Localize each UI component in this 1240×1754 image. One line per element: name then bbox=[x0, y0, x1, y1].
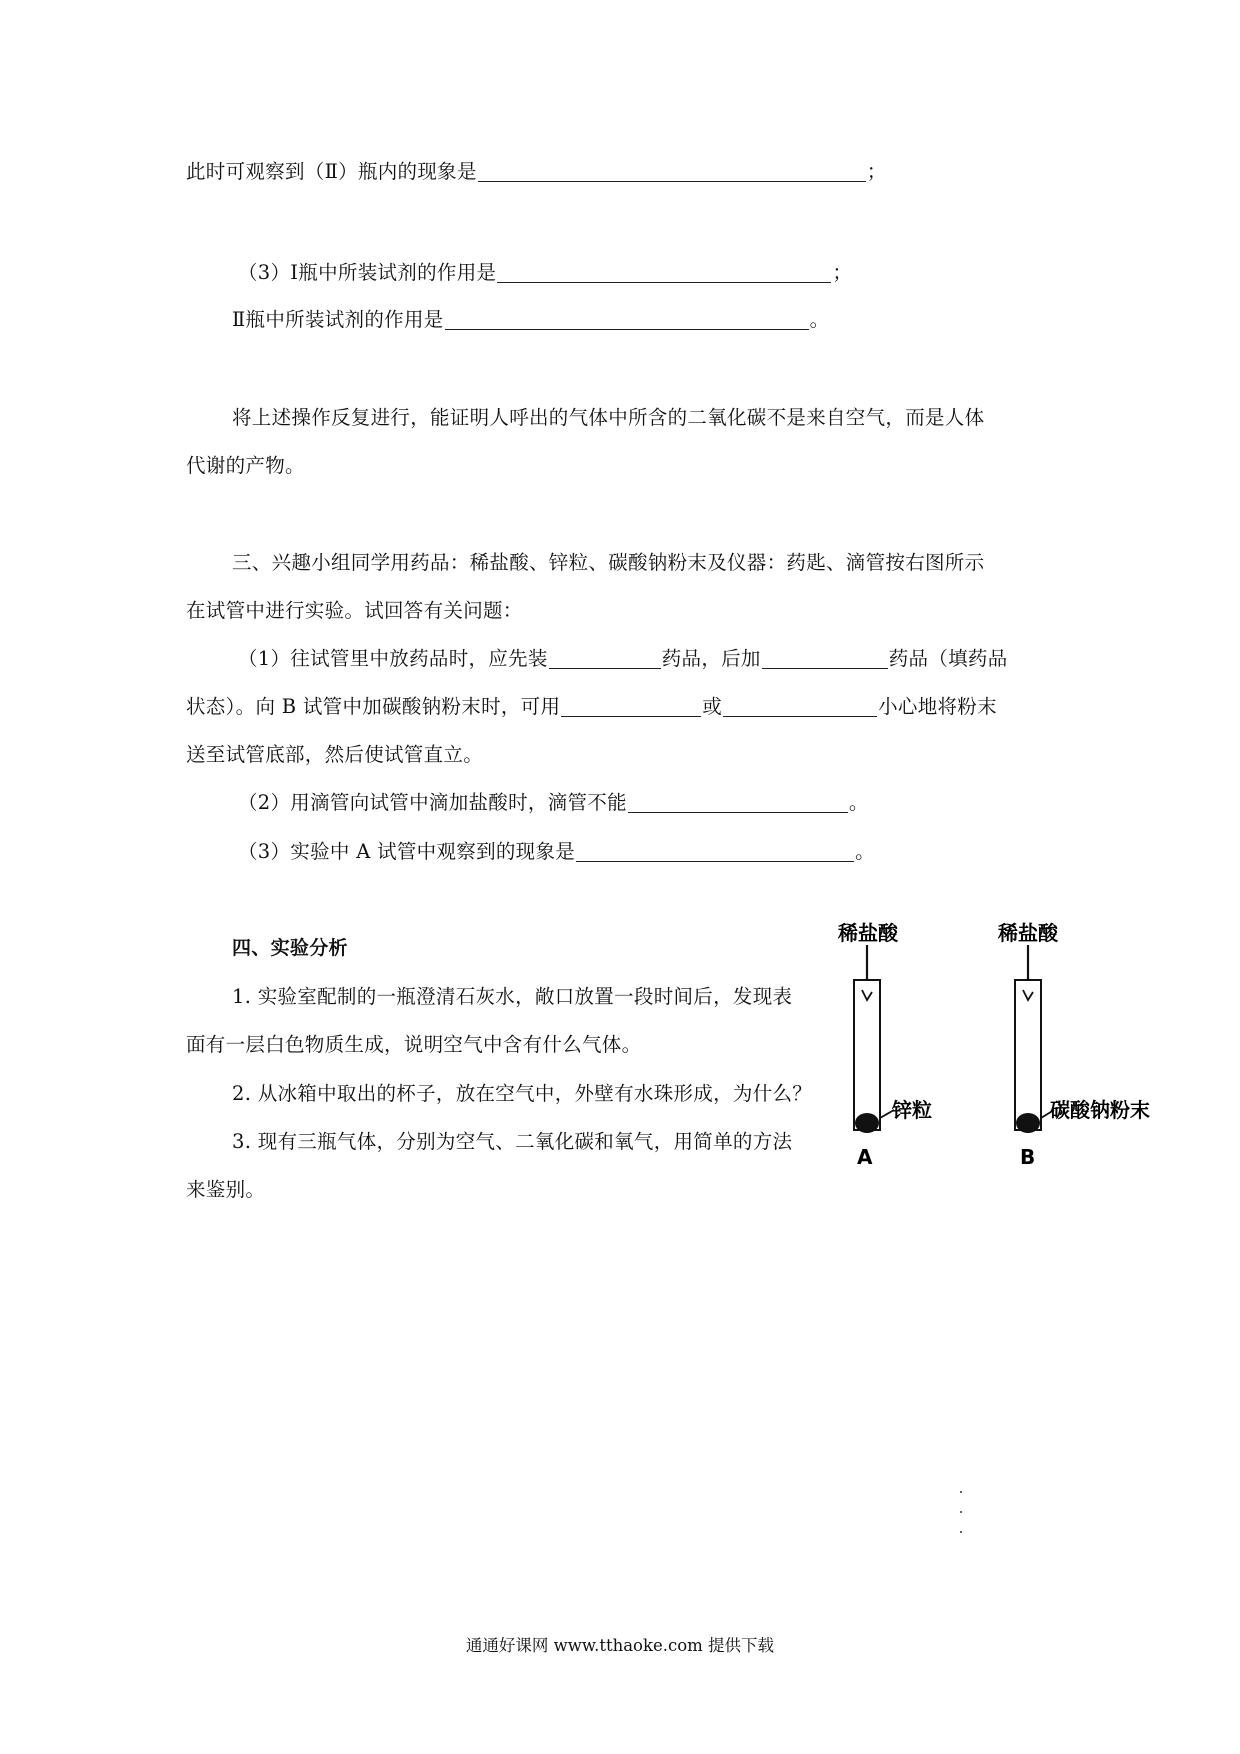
answer-blank[interactable] bbox=[497, 264, 831, 283]
q3-bottle1-label: （3）Ⅰ瓶中所装试剂的作用是 bbox=[238, 261, 497, 284]
q1-text-d: 状态）。向 B 试管中加碳酸钠粉末时，可用 bbox=[186, 695, 561, 718]
scan-dot bbox=[960, 1491, 962, 1493]
test-tube-a bbox=[837, 921, 932, 1169]
tube-b-solid-label: 碳酸钠粉末 bbox=[1050, 1098, 1150, 1122]
answer-blank[interactable] bbox=[561, 698, 701, 717]
section4-item3-line2: 来鉴别。 bbox=[186, 1178, 266, 1201]
q3-bottle1-line bbox=[238, 263, 852, 283]
q3-bottle2-label: Ⅱ瓶中所装试剂的作用是 bbox=[232, 308, 444, 331]
tube-b-powder bbox=[1016, 1113, 1040, 1133]
section3-q1-line-3: 送至试管底部，然后使试管直立。 bbox=[186, 743, 484, 766]
q2-observe-end: ； bbox=[866, 160, 887, 183]
q3-bottle2-line bbox=[232, 310, 829, 330]
tube-a-glass bbox=[854, 980, 880, 1130]
section4-item1-line2: 面有一层白色物质生成，说明空气中含有什么气体。 bbox=[186, 1033, 642, 1056]
q3-bottle2-end: 。 bbox=[809, 308, 830, 331]
section3-intro-1: 三、兴趣小组同学用药品：稀盐酸、锌粒、碳酸钠粉末及仪器：药匙、滴管按右图所示 bbox=[232, 551, 985, 574]
tube-b-label: B bbox=[1020, 1145, 1036, 1169]
answer-blank[interactable] bbox=[762, 650, 888, 669]
arrow-head-icon bbox=[862, 990, 872, 1000]
q1-text-b: 药品，后加 bbox=[661, 647, 761, 670]
tube-a-solid-label: 锌粒 bbox=[892, 1098, 932, 1122]
section3-q1-line-1 bbox=[238, 649, 1008, 669]
conclusion-line-1: 将上述操作反复进行，能证明人呼出的气体中所含的二氧化碳不是来自空气，而是人体 bbox=[232, 406, 985, 429]
q2-end: 。 bbox=[848, 791, 869, 814]
conclusion-line-2: 代谢的产物。 bbox=[186, 454, 305, 477]
q1-text-c: 药品（填药品 bbox=[888, 647, 1008, 670]
arrow-head-icon bbox=[1023, 990, 1033, 1000]
section3-q2-line bbox=[238, 793, 869, 813]
section4-item1-line1: 1. 实验室配制的一瓶澄清石灰水，敞口放置一段时间后，发现表 bbox=[232, 985, 793, 1008]
answer-blank[interactable] bbox=[723, 698, 877, 717]
scan-dot bbox=[960, 1531, 962, 1533]
q3-bottle1-end: ； bbox=[832, 261, 853, 284]
tube-b-glass bbox=[1015, 980, 1041, 1130]
section4-heading: 四、实验分析 bbox=[232, 937, 348, 959]
q3-text: （3）实验中 A 试管中观察到的现象是 bbox=[238, 840, 576, 863]
answer-blank[interactable] bbox=[445, 311, 809, 330]
test-tube-diagram bbox=[820, 920, 1180, 1190]
answer-blank[interactable] bbox=[549, 650, 661, 669]
answer-blank[interactable] bbox=[478, 163, 866, 182]
answer-blank[interactable] bbox=[628, 794, 848, 813]
footer-text: 通通好课网 www.tthaoke.com 提供下载 bbox=[465, 1636, 775, 1655]
q1-text-a: （1）往试管里中放药品时，应先装 bbox=[238, 647, 548, 670]
tube-a-acid-label: 稀盐酸 bbox=[838, 921, 898, 945]
tube-a-zinc bbox=[855, 1113, 879, 1133]
q3-end: 。 bbox=[855, 840, 875, 863]
tube-a-label: A bbox=[857, 1145, 873, 1169]
section3-q3-line bbox=[238, 842, 875, 862]
section4-item2: 2. 从冰箱中取出的杯子，放在空气中，外壁有水珠形成，为什么？ bbox=[232, 1082, 813, 1105]
section4-item3-line1: 3. 现有三瓶气体，分别为空气、二氧化碳和氧气，用简单的方法 bbox=[232, 1130, 793, 1153]
q1-text-f: 小心地将粉末 bbox=[878, 695, 997, 718]
section3-intro-2: 在试管中进行实验。试回答有关问题： bbox=[186, 599, 523, 622]
answer-blank[interactable] bbox=[576, 843, 854, 862]
scan-dot bbox=[960, 1511, 962, 1513]
test-tube-b bbox=[997, 921, 1150, 1169]
q2-text: （2）用滴管向试管中滴加盐酸时，滴管不能 bbox=[238, 791, 627, 814]
q2-observe-line bbox=[186, 162, 887, 182]
section3-q1-line-2 bbox=[186, 697, 997, 717]
q1-text-e: 或 bbox=[702, 695, 723, 718]
q2-observe-label: 此时可观察到（Ⅱ）瓶内的现象是 bbox=[186, 160, 477, 183]
tube-b-acid-label: 稀盐酸 bbox=[998, 921, 1058, 945]
